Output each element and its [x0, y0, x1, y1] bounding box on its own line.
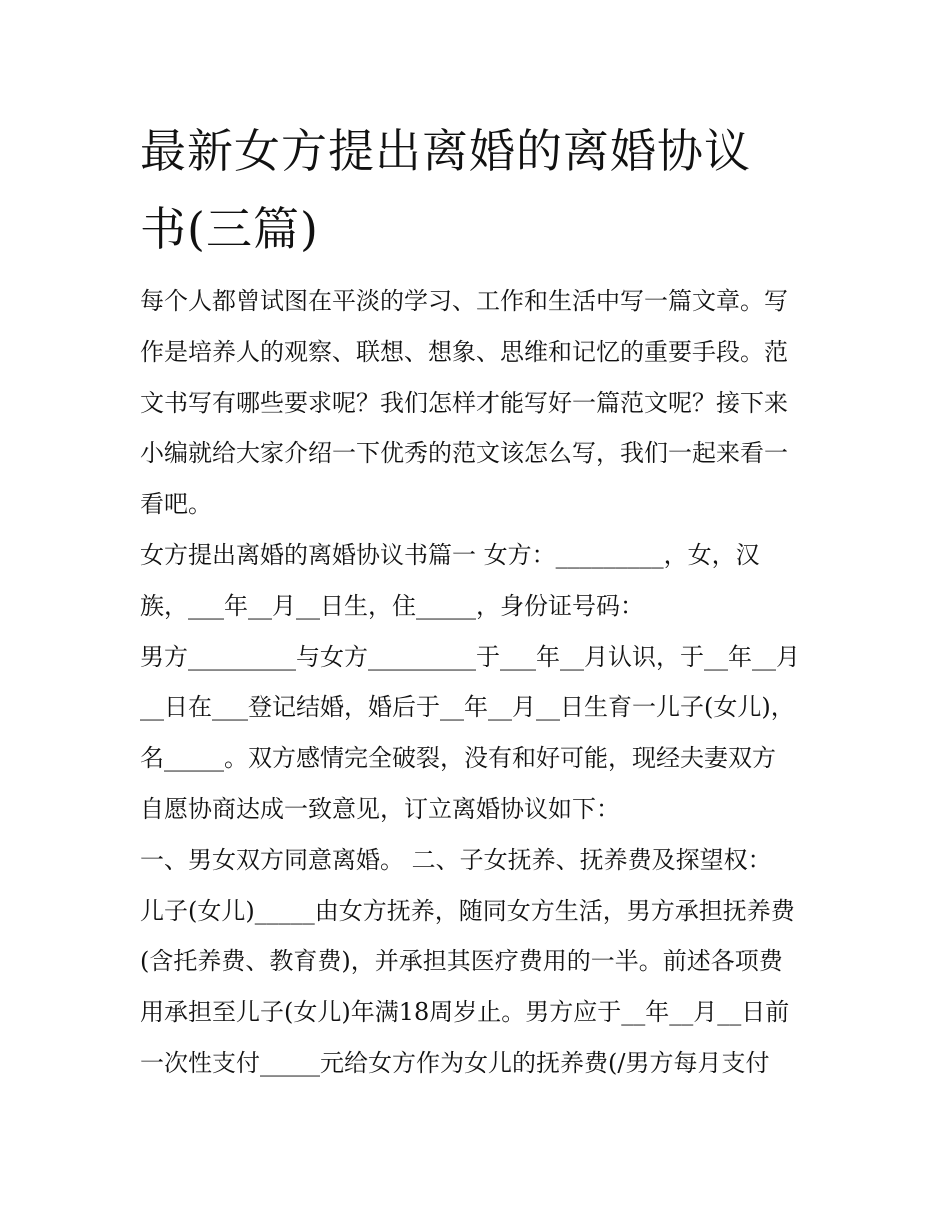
body-line-11: 自愿协商达成一致意见，订立离婚协议如下： — [140, 794, 620, 823]
body-line-10: 名_____。双方感情完全破裂，没有和好可能，现经夫妻双方 — [140, 744, 776, 773]
body-line-8: 男方_________与女方_________于___年__月认识，于__年__月 — [140, 642, 800, 671]
body-line-9: __日在___登记结婚，婚后于__年__月__日生育一儿子(女儿)， — [140, 693, 795, 722]
body-line-3: 文书写有哪些要求呢？我们怎样才能写好一篇范文呢？接下来 — [140, 388, 788, 417]
body-line-15: 用承担至儿子(女儿)年满18周岁止。男方应于__年__月__日前 — [140, 998, 790, 1027]
body-line-16: 一次性支付_____元给女方作为女儿的抚养费(/男方每月支付 — [140, 1048, 770, 1077]
body-line-5: 看吧。 — [140, 490, 212, 519]
document-title — [140, 112, 820, 268]
body-line-14: (含托养费、教育费)，并承担其医疗费用的一半。前述各项费 — [140, 947, 783, 976]
title-line-2: 书(三篇) — [140, 202, 319, 256]
body-line-1: 每个人都曾试图在平淡的学习、工作和生活中写一篇文章。写 — [140, 287, 788, 315]
title-line-1: 最新女方提出离婚的离婚协议 — [140, 124, 751, 178]
body-line-13: 儿子(女儿)_____由女方抚养，随同女方生活，男方承担抚养费 — [140, 896, 795, 925]
body-line-2: 作是培养人的观察、联想、想象、思维和记忆的重要手段。范 — [140, 337, 788, 366]
body-line-6: 女方提出离婚的离婚协议书篇一 女方：_________，女，汉 — [140, 540, 760, 569]
body-line-4: 小编就给大家介绍一下优秀的范文该怎么写，我们一起来看一 — [140, 439, 788, 468]
body-line-7: 族，___年__月__日生，住_____，身份证号码： — [140, 591, 644, 620]
document-body — [140, 276, 820, 1089]
body-line-12: 一、男女双方同意离婚。 二、子女抚养、抚养费及探望权： — [140, 845, 772, 874]
